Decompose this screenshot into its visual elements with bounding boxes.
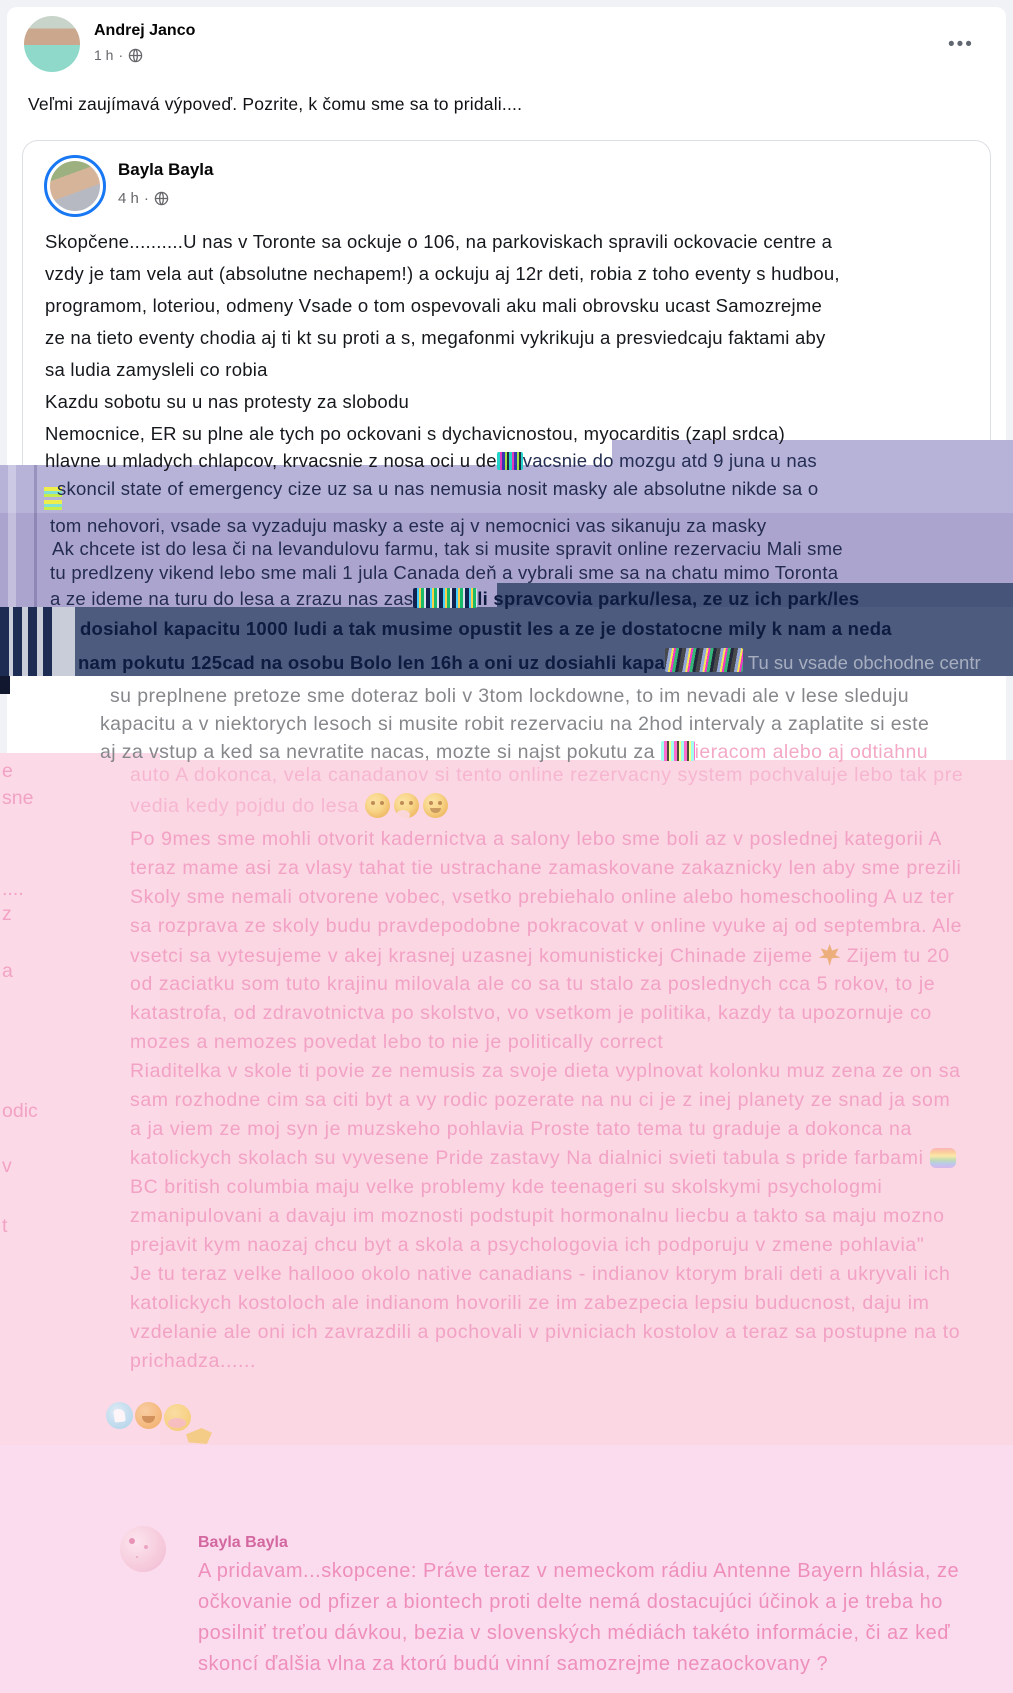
post-text-line — [78, 648, 981, 674]
text-segment: dosiahol kapacitu 1000 ludi a tak musime opustit les a ze je dostatocne mily k nam a neda — [80, 618, 892, 639]
post-text-line — [50, 562, 838, 584]
shared-post-time[interactable]: 4 h — [118, 190, 139, 207]
text-segment: tu predlzeny vikend lebo sme mali 1 jula Canada deň a vybrali sme sa na chatu mimo Toronta — [50, 562, 839, 583]
meta-separator: · — [143, 190, 149, 207]
author-name[interactable]: Andrej Janco — [94, 22, 196, 39]
text-segment: BC british columbia maju velke problemy kde teenageri su skolskymi psychologmi — [130, 1176, 883, 1198]
post-text-line — [45, 327, 826, 349]
text-segment: Skopčene..........U nas v Toronte sa ockuje o 106, na parkoviskach spravili ockovacie centre a — [45, 231, 833, 252]
glitch-vertical-line — [34, 465, 37, 607]
text-segment: aj za vstup a ked sa nevratite nacas, mozte si najst pokutu za — [100, 741, 661, 763]
text-segment: katastrofa, od zdravotnictva po skolstvo, vo vsetkom je politika, kazdy ta upozornuje co — [130, 1002, 932, 1024]
post-time[interactable]: 1 h — [94, 47, 114, 63]
post-text-line — [57, 478, 818, 500]
post-text-line — [130, 915, 962, 938]
more-options-button[interactable]: ••• — [948, 34, 974, 55]
text-fragment: z — [2, 903, 12, 925]
post-text-line — [45, 423, 785, 445]
text-segment: a ja viem ze moj syn je muzskeho pohlavia Proste tato tema tu graduje a dokonca na — [130, 1118, 912, 1140]
text-segment: kapacitu a v niektorych lesoch si musite robit rezervaciu na 2hod intervaly a zaplatite si este — [100, 713, 930, 735]
text-segment: vzdelanie ale oni ich zavrazdili a pochovali v pivniciach kostolov a teraz sa postupne na to — [130, 1321, 961, 1343]
post-text-line — [130, 1031, 663, 1054]
text-segment: prichadza...... — [130, 1350, 257, 1372]
post-text-line — [130, 944, 950, 968]
shared-post-meta — [118, 190, 169, 207]
post-text-line — [52, 538, 843, 560]
text-fragment: e — [2, 760, 13, 782]
post-text-line — [130, 1292, 930, 1315]
text-segment: vacsnie do mozgu atd 9 juna u nas — [522, 450, 817, 471]
text-fragment: t — [2, 1215, 8, 1237]
post-text-line — [130, 973, 935, 996]
post-text-line — [130, 1060, 961, 1083]
text-segment: mozes a nemozes povedat lebo to nie je politically correct — [130, 1031, 664, 1053]
text-segment: programom, loteriou, odmeny Vsade o tom ospevovali aku mali obrovsku ucast Samozrejme — [45, 295, 823, 316]
text-fragment: v — [2, 1155, 12, 1177]
post-text-line — [130, 1118, 912, 1141]
emoji-face-icon — [423, 793, 448, 818]
emoji-face-icon — [394, 793, 419, 818]
glitch-pixel-artifact — [497, 452, 523, 470]
text-fragment: .... — [2, 878, 24, 900]
glitch-left-bars — [0, 607, 75, 676]
text-segment: ze na tieto eventy chodia aj ti kt su proti a s, megafonmi vykrikuju a presviedcaju faktami aby — [45, 327, 826, 348]
text-segment: Riaditelka v skole ti povie ze nemusis za svoje dieta vyplnovat kolonku muz zena ze on sa — [130, 1060, 961, 1082]
text-segment: Po 9mes sme mohli otvorit kadernictva a salony lebo sme boli az v poslednej kategorii A — [130, 828, 942, 850]
post-text-line — [130, 1234, 924, 1257]
text-segment: auto A dokonca, vela canadanov si tento online rezervacny system pochvaluje lebo tak pre — [130, 764, 964, 786]
post-meta — [94, 47, 143, 63]
post-text-line — [45, 263, 840, 285]
post-text-line — [100, 741, 928, 764]
post-text-line — [130, 764, 963, 787]
glitch-pixel-artifact — [413, 588, 477, 608]
text-segment: Skoly sme nemali otvorene vobec, vsetko prebiehalo online alebo homeschooling A uz ter — [130, 886, 955, 908]
text-segment: su preplnene pretoze sme doteraz boli v 3tom lockdowne, to im nevadi ale v lese sleduju — [110, 685, 909, 707]
haha-reaction-icon[interactable] — [135, 1402, 162, 1429]
glitch-pixel-artifact — [661, 741, 695, 761]
shared-author-name[interactable]: Bayla Bayla — [118, 160, 214, 179]
post-text-line — [130, 1147, 956, 1170]
emoji-face-icon — [365, 793, 390, 818]
post-text-line — [130, 1321, 960, 1344]
post-text-line — [100, 713, 929, 736]
glitch-vertical-line — [8, 465, 16, 607]
text-segment: sa rozprava ze skoly budu pravdepodobne pokracovat v online vyuke aj od septembra. Ale — [130, 915, 963, 937]
text-segment: vedia kedy pojdu do lesa — [130, 795, 366, 817]
text-segment: prejavit kym naozaj chcu byt a skola a psychologovia ich podporuju v zmene pohlavia" — [130, 1234, 925, 1256]
post-text-line — [110, 685, 909, 708]
comment-text-line: posilniť treťou dávkou, bezia v slovenských médiách takéto informácie, či az keď — [198, 1622, 951, 1644]
text-segment: skoncil state of emergency cize uz sa u nas nemusia nosit masky ale absolutne nikde sa o — [57, 478, 819, 499]
comment-text-line: A pridavam...skopcene: Práve teraz v nemeckom rádiu Antenne Bayern hlásia, ze — [198, 1560, 960, 1582]
post-text-line — [130, 886, 954, 909]
like-reaction-icon[interactable] — [106, 1402, 133, 1429]
text-segment: Zijem tu 20 — [840, 945, 950, 967]
post-text-line — [130, 793, 452, 818]
text-fragment: sne — [2, 787, 34, 809]
text-fragment: a — [2, 960, 13, 982]
text-segment: teraz mame asi za vlasy tahat tie ustrachane zamaskovane zakaznicky len aby sme prezili — [130, 857, 962, 879]
text-segment: tom nehovori, vsade sa vyzaduju masky a este aj v nemocnici vas sikanuju za masky — [50, 515, 767, 536]
post-text-line — [130, 1176, 882, 1199]
globe-privacy-icon — [154, 191, 169, 206]
post-text-line — [45, 231, 832, 253]
text-segment: Kazdu sobotu su u nas protesty za slobodu — [45, 391, 410, 412]
commenter-name[interactable]: Bayla Bayla — [198, 1534, 288, 1551]
post-text-line — [45, 295, 822, 317]
post-text-line — [130, 828, 942, 851]
post-text-line — [45, 391, 409, 413]
text-segment: hlavne u mladych chlapcov, krvacsnie z nosa oci u de — [45, 450, 497, 471]
author-avatar[interactable] — [24, 16, 80, 72]
post-text-line — [45, 450, 817, 472]
post-text-line — [130, 1002, 932, 1025]
post-text-line — [80, 618, 892, 640]
text-segment: sa ludia zamysleli co robia — [45, 359, 268, 380]
shared-author-avatar — [50, 161, 100, 211]
text-segment: zmanipulovani a davaju im moznosti podstupit hormonalnu liecbu a takto sa maju mozno — [130, 1205, 945, 1227]
comment-text-line: skoncí ďalšia vlna za ktorú budú vinní samozrejme nezaockovany ? — [198, 1653, 829, 1675]
globe-privacy-icon — [128, 48, 143, 63]
comment-text-line: očkovanie od pfizer a biontech proti delte nemá dostacujúci účinok a je treba ho — [198, 1591, 943, 1613]
post-text-line — [130, 857, 961, 880]
post-text-line — [130, 1263, 950, 1286]
text-segment: a ze ideme na turu do lesa a zrazu nas zas — [50, 588, 414, 609]
post-text-line — [45, 359, 268, 381]
maple-leaf-emoji-icon — [819, 944, 841, 966]
care-reaction-icon[interactable] — [164, 1404, 191, 1431]
post-text-line — [130, 1350, 256, 1373]
text-segment: Tu su vsade obchodne centr — [743, 652, 981, 673]
glitch-pixel-artifact — [665, 648, 743, 672]
post-message: Veľmi zaujímavá výpoveď. Pozrite, k čomu sme sa to pridali.... — [28, 94, 523, 114]
text-segment: ieracom alebo aj odtiahnu — [694, 741, 928, 763]
text-segment: sam rozhodne cim sa citi byt a vy rodic pozerate na nu ci je z inej planety ze snad ja som — [130, 1089, 951, 1111]
post-text-line — [50, 515, 766, 537]
text-segment: nam pokutu 125cad na osobu Bolo len 16h a oni uz dosiahli kapa — [78, 652, 666, 673]
shared-author-avatar-ring[interactable] — [44, 155, 106, 217]
text-segment: vsetci sa vytesujeme v akej krasnej uzasnej komunistickej Chinade zijeme — [130, 945, 819, 967]
text-segment: katolickych skolach su vyvesene Pride zastavy Na dialnici svieti tabula s pride farbami — [130, 1147, 930, 1169]
rainbow-emoji-icon — [930, 1148, 956, 1168]
post-text-line — [50, 588, 859, 610]
text-segment: Nemocnice, ER su plne ale tych po ockovani s dychavicnostou, myocarditis (zapl srdca) — [45, 423, 785, 444]
commenter-avatar[interactable] — [120, 1526, 166, 1572]
post-text-line — [130, 1205, 945, 1228]
text-fragment: odic — [2, 1100, 38, 1122]
text-segment: vzdy je tam vela aut (absolutne nechapem!) a ockuju aj 12r deti, robia z toho eventy s hudbou, — [45, 263, 840, 284]
text-segment: Ak chcete ist do lesa či na levandulovu farmu, tak si musite spravit online rezervaciu Mali sme — [52, 538, 843, 559]
glitch-pixel-artifact — [0, 676, 10, 694]
text-segment: Je tu teraz velke hallooo okolo native canadians - indianov ktorym brali deti a ukryvali ich — [130, 1263, 951, 1285]
text-segment: li spravcovia parku/lesa, ze uz ich park/les — [477, 588, 860, 609]
text-segment: katolickych kostoloch ale indianom hovorili ze im zabezpecia lepsiu buducnost, daju im — [130, 1292, 930, 1314]
post-text-line — [130, 1089, 950, 1112]
text-segment: od zaciatku som tuto krajinu milovala ale co sa tu stalo za poslednych cca 5 rokov, to je — [130, 973, 936, 995]
meta-separator: · — [118, 47, 124, 63]
